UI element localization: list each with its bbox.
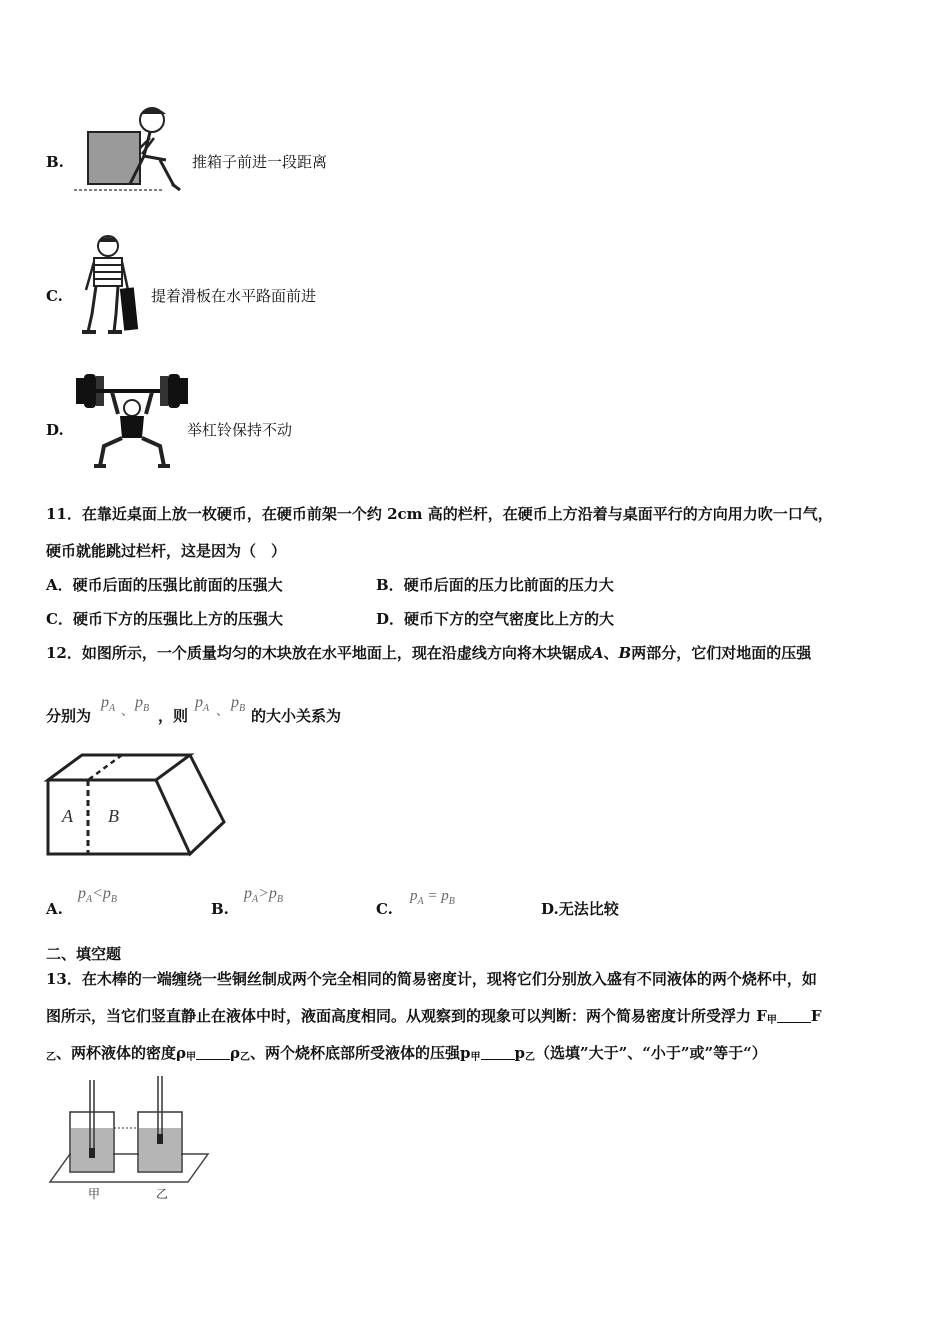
q12-option-a-formula: $p_A<p_B$ (78, 885, 118, 906)
separator: 、 (216, 704, 230, 719)
boy-pushing-box-icon (74, 104, 190, 198)
q11-line2: 硬币就能跳过栏杆，这是因为（ ） (46, 542, 287, 560)
q12-option-a-letter: A. (46, 900, 63, 918)
q11-option-c: C．硬币下方的压强比上方的压强大 (46, 610, 283, 628)
q12-option-c-letter: C. (376, 900, 393, 918)
option-letter: D. (46, 421, 64, 439)
answer-blank[interactable] (196, 1047, 230, 1060)
section-title: 二、填空题 (46, 945, 122, 963)
figure-label-yi: 乙 (156, 1187, 169, 1201)
pressure-pa-symbol: $p_A$ (195, 694, 210, 715)
weightlifter-holding-barbell-icon (76, 374, 188, 472)
q12-line1: 12．如图所示，一个质量均匀的木块放在水平地面上，现在沿虚线方向将木块锯成A、B两部分，它们对地面的压强 (46, 644, 812, 662)
option-letter: C. (46, 287, 63, 305)
pressure-pb-symbol: $p_B$ (231, 694, 246, 715)
pressure-pa-symbol: $p_A$ (101, 694, 116, 715)
option-text: 推箱子前进一段距离 (192, 153, 328, 171)
separator: 、 (121, 704, 135, 719)
figure-label-jia: 甲 (88, 1187, 101, 1201)
answer-blank[interactable] (777, 1010, 811, 1023)
figure-label-a: A (62, 806, 73, 826)
figure-label-b: B (108, 806, 119, 826)
option-text: 提着滑板在水平路面前进 (151, 287, 317, 305)
q13-line1: 13．在木棒的一端缠绕一些铜丝制成两个完全相同的简易密度计，现将它们分别放入盛有不同液体的两个烧杯中，如 (46, 970, 817, 988)
q11-line1: 11．在靠近桌面上放一枚硬币，在硬币前架一个约 2cm 高的栏杆，在硬币上方沿着与桌面平行的方向用力吹一口气， (46, 505, 833, 523)
q13-line2: 图所示，当它们竖直静止在液体中时，液面高度相同。从观察到的现象可以判断：两个简易密度计所受浮力 F甲 F (46, 1007, 822, 1026)
wooden-block-figure (44, 752, 228, 862)
answer-blank[interactable] (481, 1047, 515, 1060)
q11-option-a: A．硬币后面的压强比前面的压强大 (46, 576, 283, 594)
boy-carrying-skateboard-icon (78, 234, 150, 342)
q12-line2-start: 分别为 (46, 707, 92, 725)
beakers-figure (48, 1076, 210, 1204)
q12-option-b-letter: B. (211, 900, 229, 918)
option-text: 举杠铃保持不动 (187, 421, 293, 439)
q12-option-b-formula: $p_A>p_B$ (244, 885, 284, 906)
q12-option-c-formula: $p_A = p_B$ (410, 888, 455, 907)
option-letter: B. (46, 153, 64, 171)
q12-then: ，则 (158, 707, 189, 725)
q12-line2-end: 的大小关系为 (251, 707, 342, 725)
q11-option-b: B．硬币后面的压力比前面的压力大 (376, 576, 614, 594)
pressure-pb-symbol: $p_B$ (135, 694, 150, 715)
q11-option-d: D．硬币下方的空气密度比上方的大 (376, 610, 615, 628)
q12-option-d: D.无法比较 (541, 900, 619, 918)
q13-line3: 乙、两杯液体的密度ρ甲 ρ乙、两个烧杯底部所受液体的压强p甲 p乙（选填”大于”、“小于”或”等于“） (46, 1044, 767, 1063)
